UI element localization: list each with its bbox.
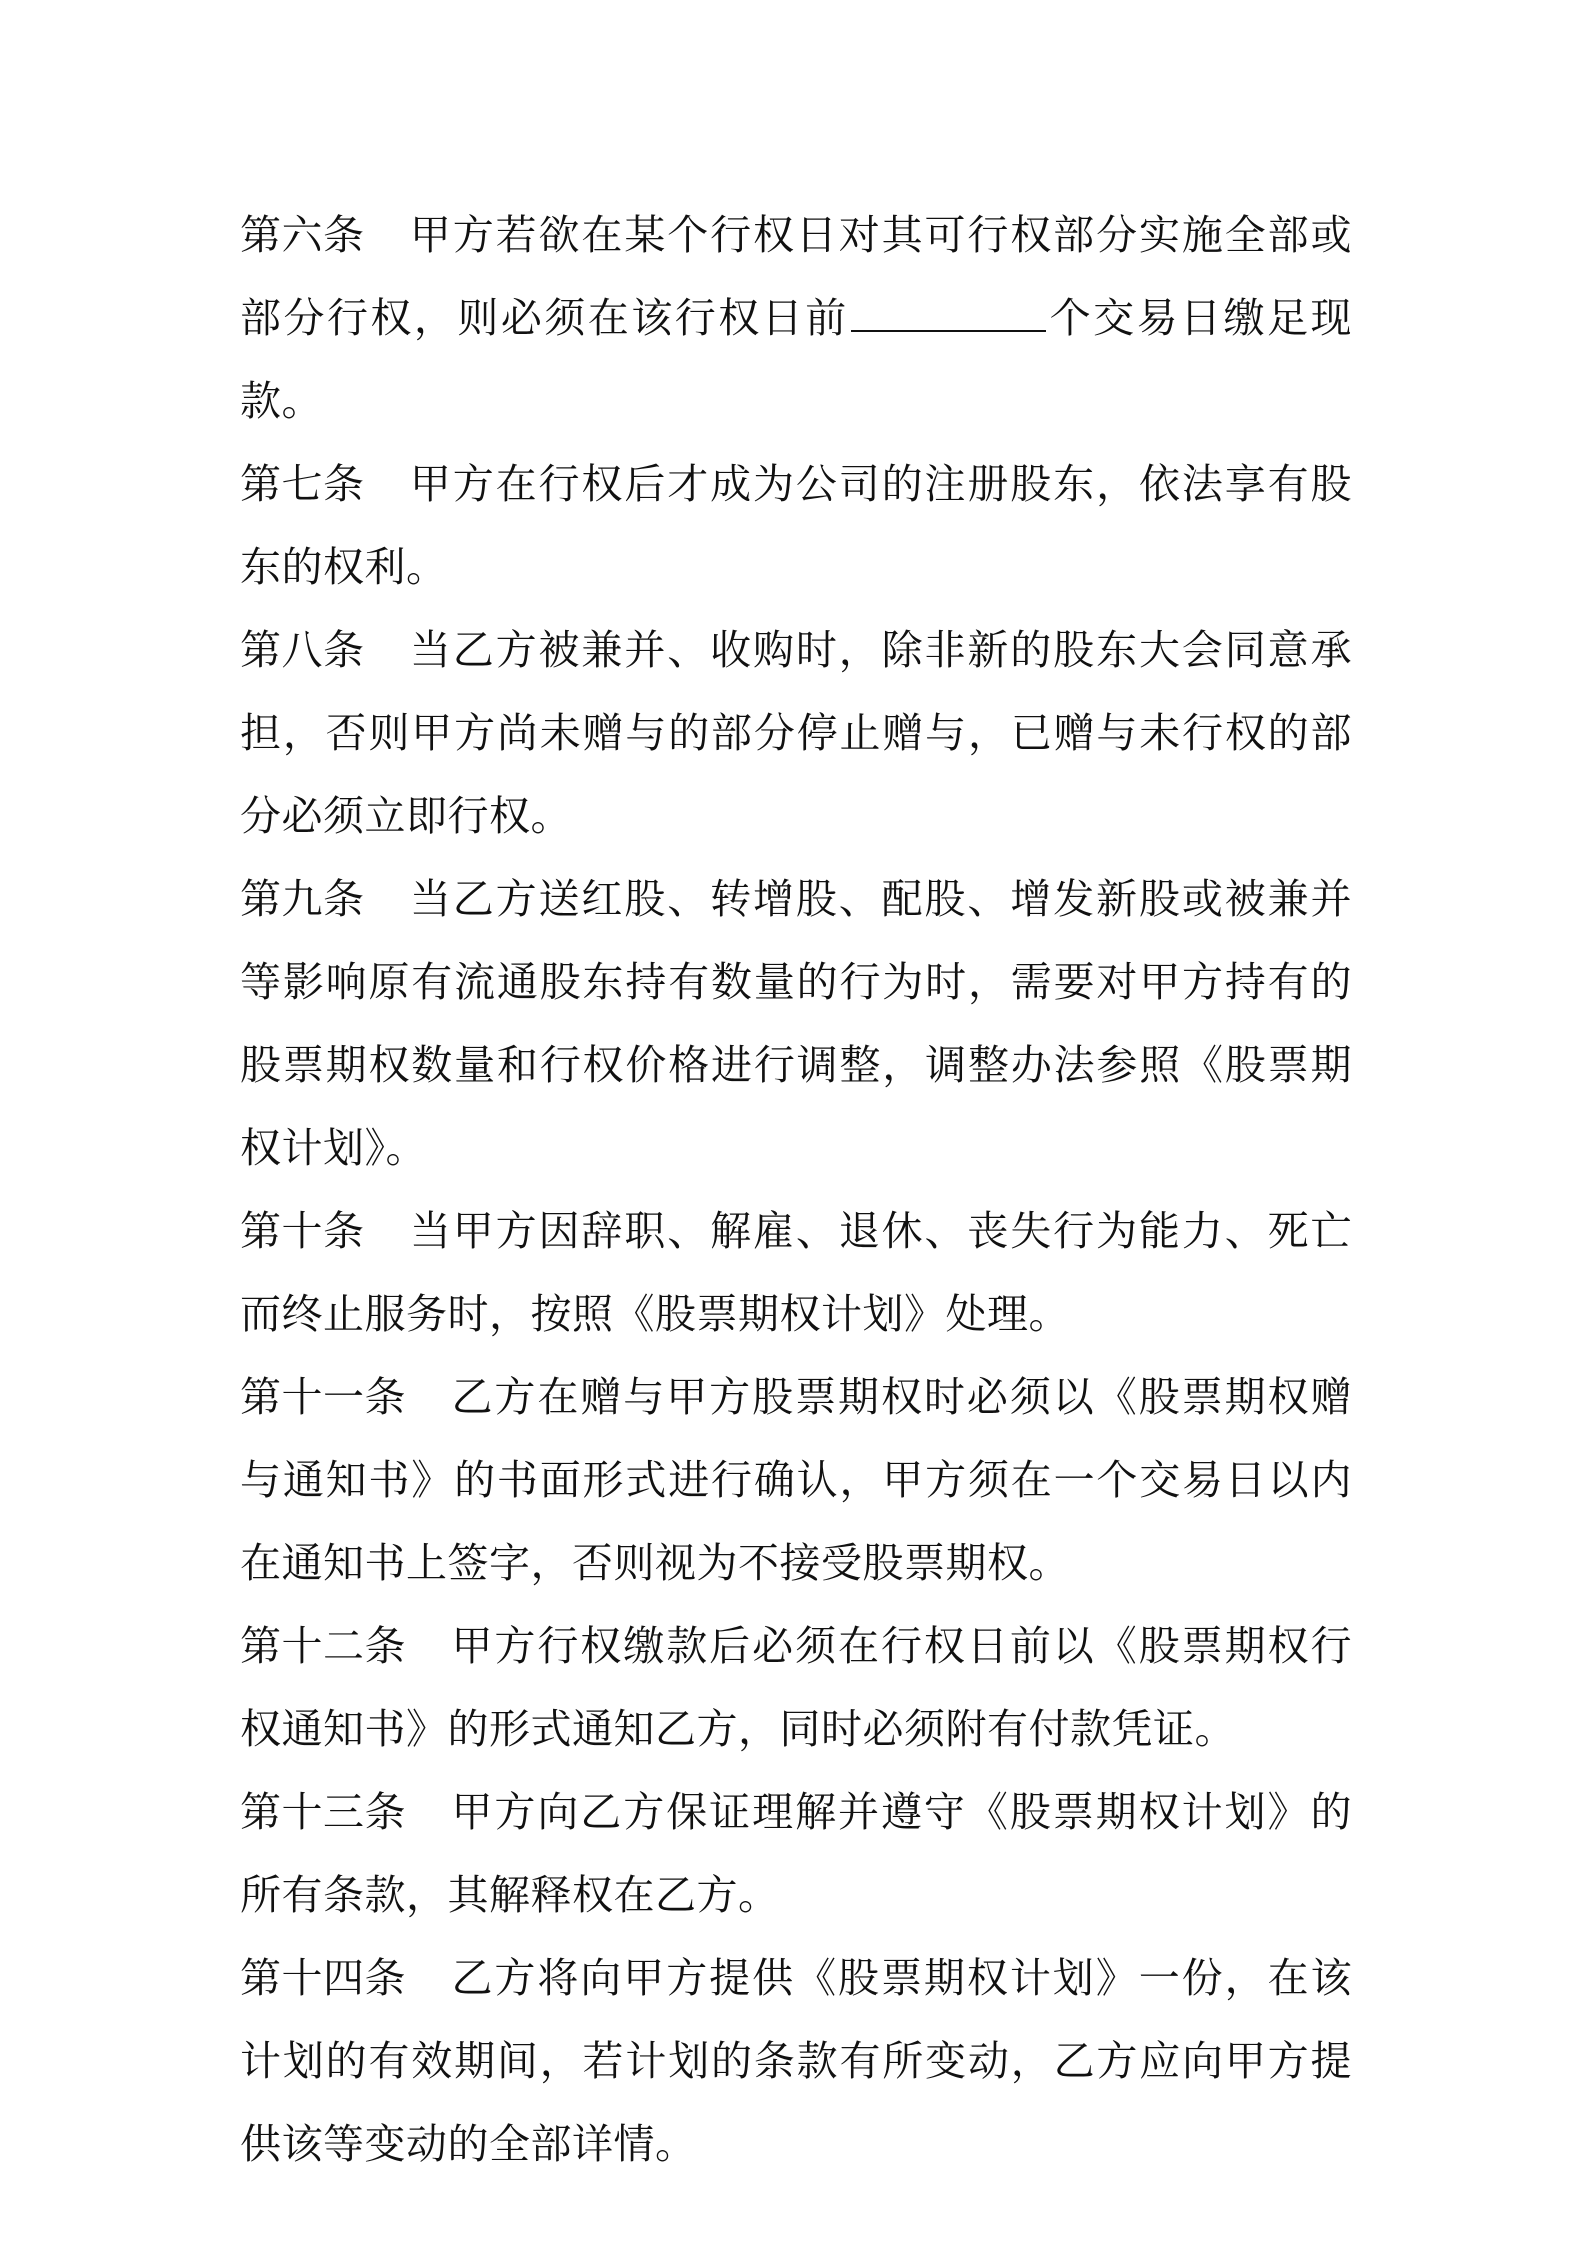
article-number: 第十四条: [240, 1954, 406, 2002]
article-text: 乙方在赠与甲方股票期权时必须以《股票期权赠与通知书》的书面形式进行确认，甲方须在一个交易日以内在通知书上签字，否则视为不接受股票期权。: [240, 1373, 1352, 1587]
article-6: [240, 194, 1352, 443]
article-text: 当甲方因辞职、解雇、退休、丧失行为能力、死亡而终止服务时，按照《股票期权计划》处理。: [240, 1207, 1352, 1338]
article-number: 第七条: [240, 460, 365, 508]
article-10: [240, 1190, 1352, 1356]
article-14: [240, 1937, 1352, 2186]
article-text: 当乙方被兼并、收购时，除非新的股东大会同意承担，否则甲方尚未赠与的部分停止赠与，已赠与未行权的部分必须立即行权。: [240, 626, 1352, 840]
article-text: 乙方将向甲方提供《股票期权计划》一份，在该计划的有效期间，若计划的条款有所变动，乙方应向甲方提供该等变动的全部详情。: [240, 1954, 1352, 2168]
article-text: 甲方行权缴款后必须在行权日前以《股票期权行权通知书》的形式通知乙方，同时必须附有付款凭证。: [240, 1622, 1352, 1753]
article-text: 甲方若欲在某个行权日对其可行权部分实施全部或部分行权，则必须在该行权日前: [240, 211, 1352, 342]
article-number: 第六条: [240, 211, 365, 259]
article-number: 第九条: [240, 875, 365, 923]
article-text: 当乙方送红股、转增股、配股、增发新股或被兼并等影响原有流通股东持有数量的行为时，需要对甲方持有的股票期权数量和行权价格进行调整，调整办法参照《股票期权计划》。: [240, 875, 1352, 1172]
article-number: 第八条: [240, 626, 365, 674]
article-text: 甲方向乙方保证理解并遵守《股票期权计划》的所有条款，其解释权在乙方。: [240, 1788, 1352, 1919]
article-8: [240, 609, 1352, 858]
article-number: 第十二条: [240, 1622, 406, 1670]
document-body: [240, 194, 1352, 2186]
article-11: [240, 1356, 1352, 1605]
article-7: [240, 443, 1352, 609]
article-text: 甲方在行权后才成为公司的注册股东，依法享有股东的权利。: [240, 460, 1352, 591]
article-12: [240, 1605, 1352, 1771]
article-text-continued: 个交易日缴足现款。: [240, 294, 1353, 425]
article-number: 第十条: [240, 1207, 365, 1255]
fill-in-blank: [851, 300, 1046, 332]
article-9: [240, 858, 1352, 1190]
article-number: 第十一条: [240, 1373, 406, 1421]
article-13: [240, 1771, 1352, 1937]
article-number: 第十三条: [240, 1788, 406, 1836]
